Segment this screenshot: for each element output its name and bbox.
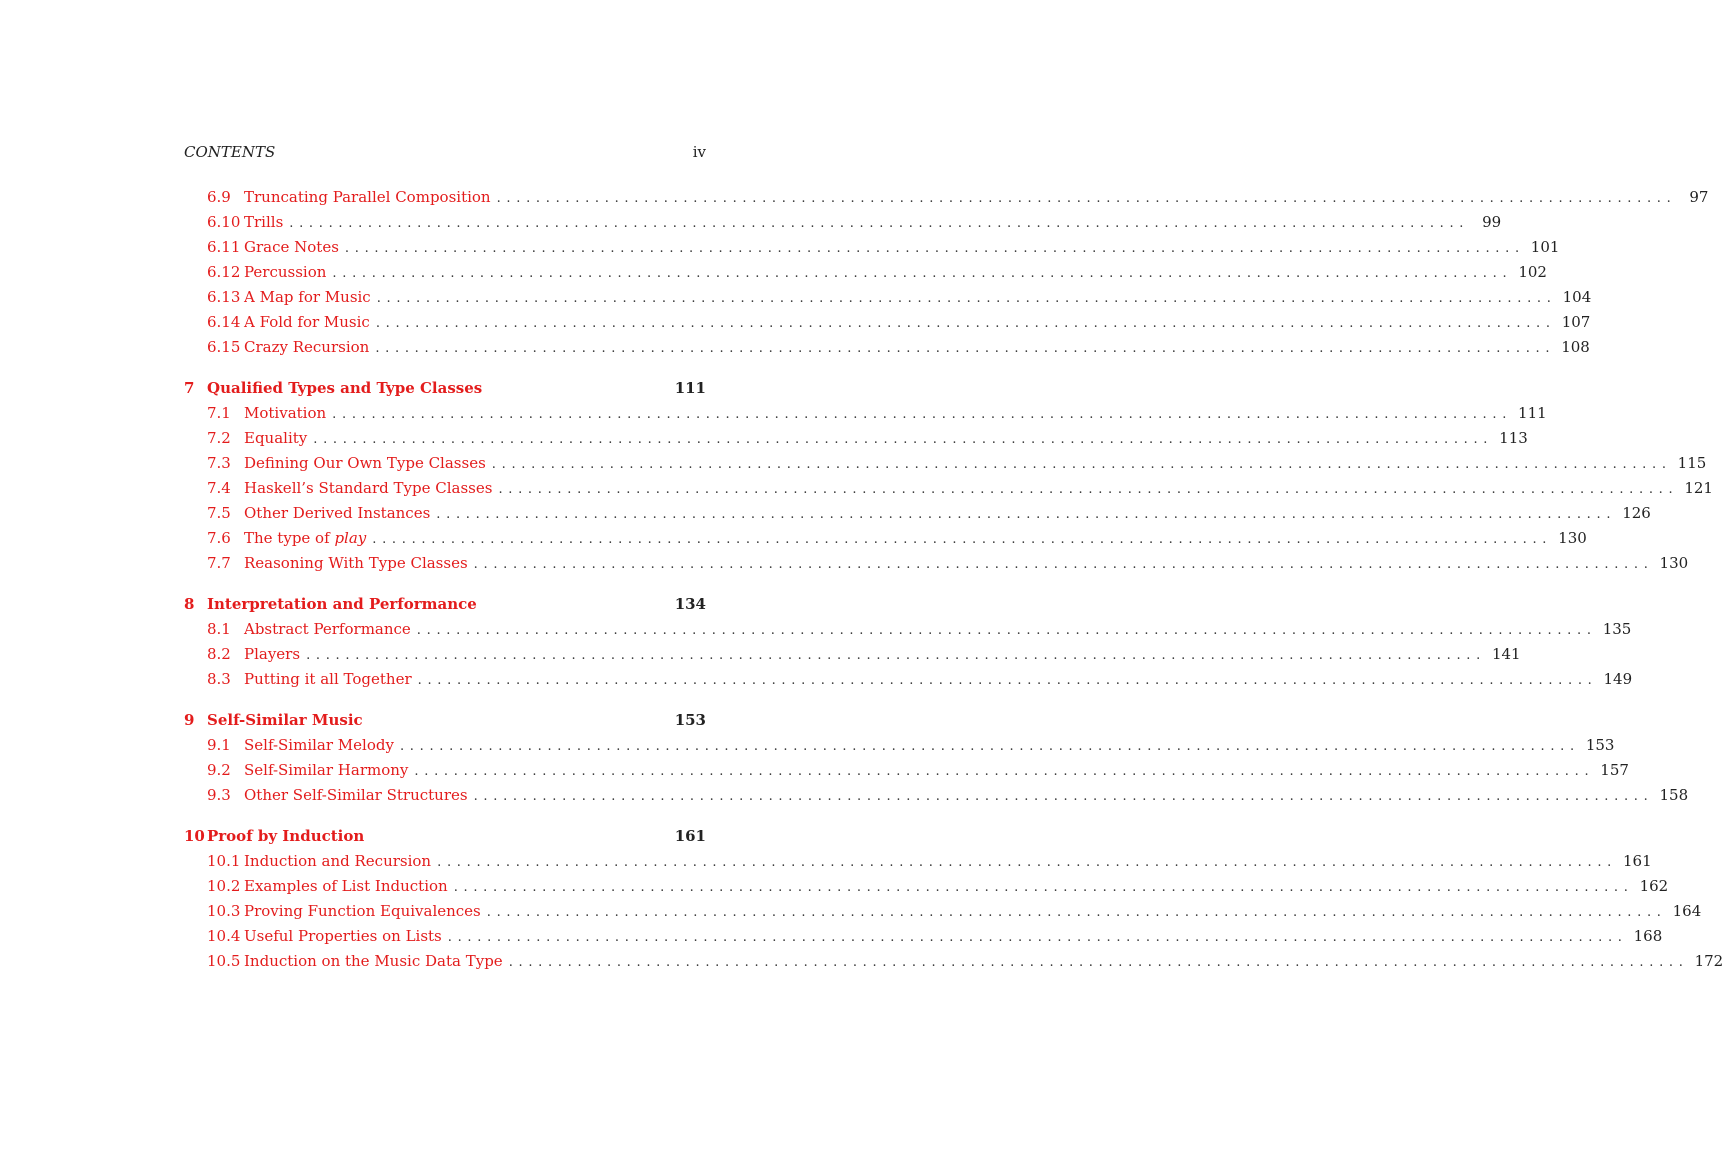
dot-leader: ........................................................................................................................	[372, 532, 1553, 547]
section-title-text: Reasoning With Type Classes	[244, 554, 468, 572]
section-title	[244, 428, 307, 448]
section-page-number: 168	[1633, 927, 1663, 945]
section-title-text: Percussion	[244, 263, 327, 281]
dot-leader: ........................................................................................................................	[437, 855, 1617, 870]
toc-section-entry[interactable]	[184, 403, 1547, 428]
section-title-text: Grace Notes	[244, 238, 339, 256]
section-title	[244, 237, 339, 257]
dot-leader: ........................................................................................................................	[375, 316, 1556, 331]
section-title	[244, 735, 394, 755]
section-title-text: Crazy Recursion	[244, 338, 370, 356]
toc-section-entry[interactable]	[184, 644, 1521, 669]
section-title-text: Motivation	[244, 404, 327, 422]
dot-leader: ........................................................................................................................	[313, 432, 1494, 447]
dot-leader: ........................................................................................................................	[508, 955, 1689, 970]
section-title	[244, 212, 283, 232]
toc-section-entry[interactable]	[184, 528, 1587, 553]
toc-section-entry[interactable]	[184, 287, 1592, 312]
chapter-title: Self-Similar Music	[207, 711, 363, 729]
section-page-number: 104	[1562, 288, 1592, 306]
header-title: CONTENTS	[184, 143, 276, 161]
section-title-text: Useful Properties on Lists	[244, 927, 442, 945]
toc-chapter-entry[interactable]	[184, 594, 706, 619]
chapter-number: 7	[184, 379, 195, 397]
section-number: 10.3	[207, 902, 241, 920]
section-number: 8.1	[207, 620, 231, 638]
toc-section-entry[interactable]	[184, 785, 1689, 810]
section-title	[244, 644, 300, 664]
toc-section-entry[interactable]	[184, 478, 1713, 503]
toc-chapter-entry[interactable]	[184, 378, 706, 403]
dot-leader: ........................................................................................................................	[414, 764, 1595, 779]
section-number: 10.1	[207, 852, 241, 870]
section-title	[244, 760, 408, 780]
section-title-text: A Map for Music	[244, 288, 371, 306]
dot-leader: ........................................................................................................................	[376, 291, 1557, 306]
section-page-number: 161	[1623, 852, 1652, 870]
section-page-number: 158	[1659, 786, 1689, 804]
section-title	[244, 262, 326, 282]
section-title	[244, 926, 442, 946]
section-page-number: 153	[1585, 736, 1615, 754]
section-page-number: 141	[1491, 645, 1521, 663]
section-number: 8.3	[207, 670, 231, 688]
section-number: 9.3	[207, 786, 231, 804]
section-title	[244, 403, 326, 423]
section-title-text: Induction and Recursion	[244, 852, 432, 870]
toc-section-entry[interactable]	[184, 926, 1663, 951]
chapter-title: Qualified Types and Type Classes	[207, 379, 483, 397]
section-page-number: 135	[1602, 620, 1632, 638]
section-title-text: Other Self-Similar Structures	[244, 786, 468, 804]
toc-section-entry[interactable]	[184, 212, 1502, 237]
section-page-number: 126	[1622, 504, 1651, 522]
section-number: 8.2	[207, 645, 231, 663]
section-number: 7.2	[207, 429, 231, 447]
section-number: 6.13	[207, 288, 241, 306]
dot-leader: ........................................................................................................................	[344, 241, 1525, 256]
toc-section-entry[interactable]	[184, 337, 1590, 362]
toc-section-entry[interactable]	[184, 901, 1702, 926]
section-page-number: 157	[1600, 761, 1629, 779]
section-title	[244, 785, 468, 805]
section-title	[244, 901, 481, 921]
toc-section-entry[interactable]	[184, 669, 1633, 694]
section-title-text: Trills	[244, 213, 284, 231]
section-title-text: Haskell’s Standard Type Classes	[244, 479, 493, 497]
section-title-text: The type of	[244, 529, 330, 547]
section-number: 6.10	[207, 213, 241, 231]
section-page-number: 108	[1561, 338, 1590, 356]
chapter-page-number: 134	[674, 595, 706, 613]
section-number: 6.9	[207, 188, 231, 206]
section-page-number: 97	[1689, 188, 1709, 206]
toc-section-entry[interactable]	[184, 453, 1707, 478]
dot-leader: ........................................................................................................................	[306, 648, 1486, 663]
section-page-number: 101	[1530, 238, 1560, 256]
toc-section-entry[interactable]	[184, 553, 1689, 578]
chapter-title: Interpretation and Performance	[207, 595, 477, 613]
toc-section-entry[interactable]	[184, 262, 1547, 287]
section-title	[244, 851, 431, 871]
section-number: 10.5	[207, 952, 241, 970]
toc-chapter-entry[interactable]	[184, 710, 706, 735]
dot-leader: ........................................................................................................................	[417, 673, 1598, 688]
toc-section-entry[interactable]	[184, 876, 1669, 901]
header-page-number: iv	[692, 143, 706, 161]
chapter-number: 8	[184, 595, 195, 613]
dot-leader: ........................................................................................................................	[399, 739, 1580, 754]
chapter-page-number: 153	[674, 711, 706, 729]
toc-section-entry[interactable]	[184, 428, 1528, 453]
toc-section-entry[interactable]	[184, 619, 1632, 644]
chapter-number: 9	[184, 711, 195, 729]
section-title-text: A Fold for Music	[244, 313, 370, 331]
section-number: 6.11	[207, 238, 241, 256]
section-page-number: 164	[1672, 902, 1702, 920]
table-of-contents	[184, 187, 1723, 976]
dot-leader: ........................................................................................................................	[486, 905, 1667, 920]
dot-leader: ........................................................................................................................	[332, 407, 1513, 422]
toc-section-entry[interactable]	[184, 237, 1560, 262]
chapter-page-number: 161	[674, 827, 706, 845]
section-title-text: Defining Our Own Type Classes	[244, 454, 486, 472]
toc-section-entry[interactable]	[184, 951, 1723, 976]
section-page-number: 162	[1639, 877, 1669, 895]
running-header	[184, 142, 706, 162]
dot-leader: ........................................................................................................................	[416, 623, 1597, 638]
section-page-number: 149	[1603, 670, 1633, 688]
section-number: 7.5	[207, 504, 231, 522]
section-number: 7.6	[207, 529, 231, 547]
section-number: 9.1	[207, 736, 231, 754]
section-page-number: 113	[1499, 429, 1528, 447]
section-page-number: 121	[1684, 479, 1713, 497]
section-page-number: 172	[1694, 952, 1723, 970]
section-number: 6.12	[207, 263, 241, 281]
dot-leader: ........................................................................................................................	[332, 266, 1513, 281]
toc-section-entry[interactable]	[184, 187, 1709, 212]
section-title-text: Other Derived Instances	[244, 504, 431, 522]
toc-section-entry[interactable]	[184, 503, 1651, 528]
section-title-text: Equality	[244, 429, 308, 447]
dot-leader: ........................................................................................................................	[496, 191, 1677, 206]
section-page-number: 130	[1659, 554, 1689, 572]
section-title	[244, 669, 412, 689]
section-number: 7.7	[207, 554, 231, 572]
section-page-number: 99	[1482, 213, 1502, 231]
toc-chapter-entry[interactable]	[184, 826, 706, 851]
chapter-title: Proof by Induction	[207, 827, 365, 845]
toc-section-entry[interactable]	[184, 851, 1652, 876]
section-number: 6.14	[207, 313, 241, 331]
chapter-number: 10	[184, 827, 205, 845]
section-title	[244, 876, 448, 896]
section-title-text: Induction on the Music Data Type	[244, 952, 503, 970]
section-title	[244, 312, 370, 332]
section-page-number: 107	[1561, 313, 1591, 331]
section-number: 9.2	[207, 761, 231, 779]
section-number: 7.4	[207, 479, 231, 497]
section-title-text: Self-Similar Melody	[244, 736, 394, 754]
section-title-text: Examples of List Induction	[244, 877, 448, 895]
dot-leader: ........................................................................................................................	[447, 930, 1628, 945]
section-page-number: 102	[1518, 263, 1547, 281]
section-number: 10.2	[207, 877, 241, 895]
dot-leader: ........................................................................................................................	[473, 557, 1654, 572]
section-title	[244, 187, 491, 207]
section-title-text: Putting it all Together	[244, 670, 412, 688]
section-page-number: 111	[1518, 404, 1547, 422]
section-title	[244, 503, 430, 523]
section-title	[244, 528, 366, 548]
dot-leader: ........................................................................................................................	[473, 789, 1654, 804]
section-page-number: 115	[1677, 454, 1707, 472]
toc-section-entry[interactable]	[184, 760, 1629, 785]
section-page-number: 130	[1558, 529, 1587, 547]
dot-leader: ........................................................................................................................	[436, 507, 1617, 522]
toc-section-entry[interactable]	[184, 312, 1591, 337]
dot-leader: ........................................................................................................................	[498, 482, 1679, 497]
section-number: 10.4	[207, 927, 241, 945]
section-title-text: Players	[244, 645, 301, 663]
section-number: 7.3	[207, 454, 231, 472]
section-title-italic: play	[334, 529, 367, 547]
section-number: 7.1	[207, 404, 231, 422]
section-title-text: Proving Function Equivalences	[244, 902, 481, 920]
dot-leader: ........................................................................................................................	[491, 457, 1672, 472]
section-title	[244, 619, 411, 639]
section-title	[244, 951, 503, 971]
section-title	[244, 553, 468, 573]
dot-leader: ........................................................................................................................	[289, 216, 1470, 231]
chapter-page-number: 111	[674, 379, 706, 397]
section-title	[244, 453, 486, 473]
section-title-text: Self-Similar Harmony	[244, 761, 409, 779]
dot-leader: ........................................................................................................................	[453, 880, 1634, 895]
dot-leader: ........................................................................................................................	[375, 341, 1556, 356]
section-title	[244, 478, 492, 498]
section-title-text: Abstract Performance	[244, 620, 411, 638]
section-number: 6.15	[207, 338, 241, 356]
section-title	[244, 337, 369, 357]
toc-section-entry[interactable]	[184, 735, 1615, 760]
section-title-text: Truncating Parallel Composition	[244, 188, 491, 206]
section-title	[244, 287, 371, 307]
